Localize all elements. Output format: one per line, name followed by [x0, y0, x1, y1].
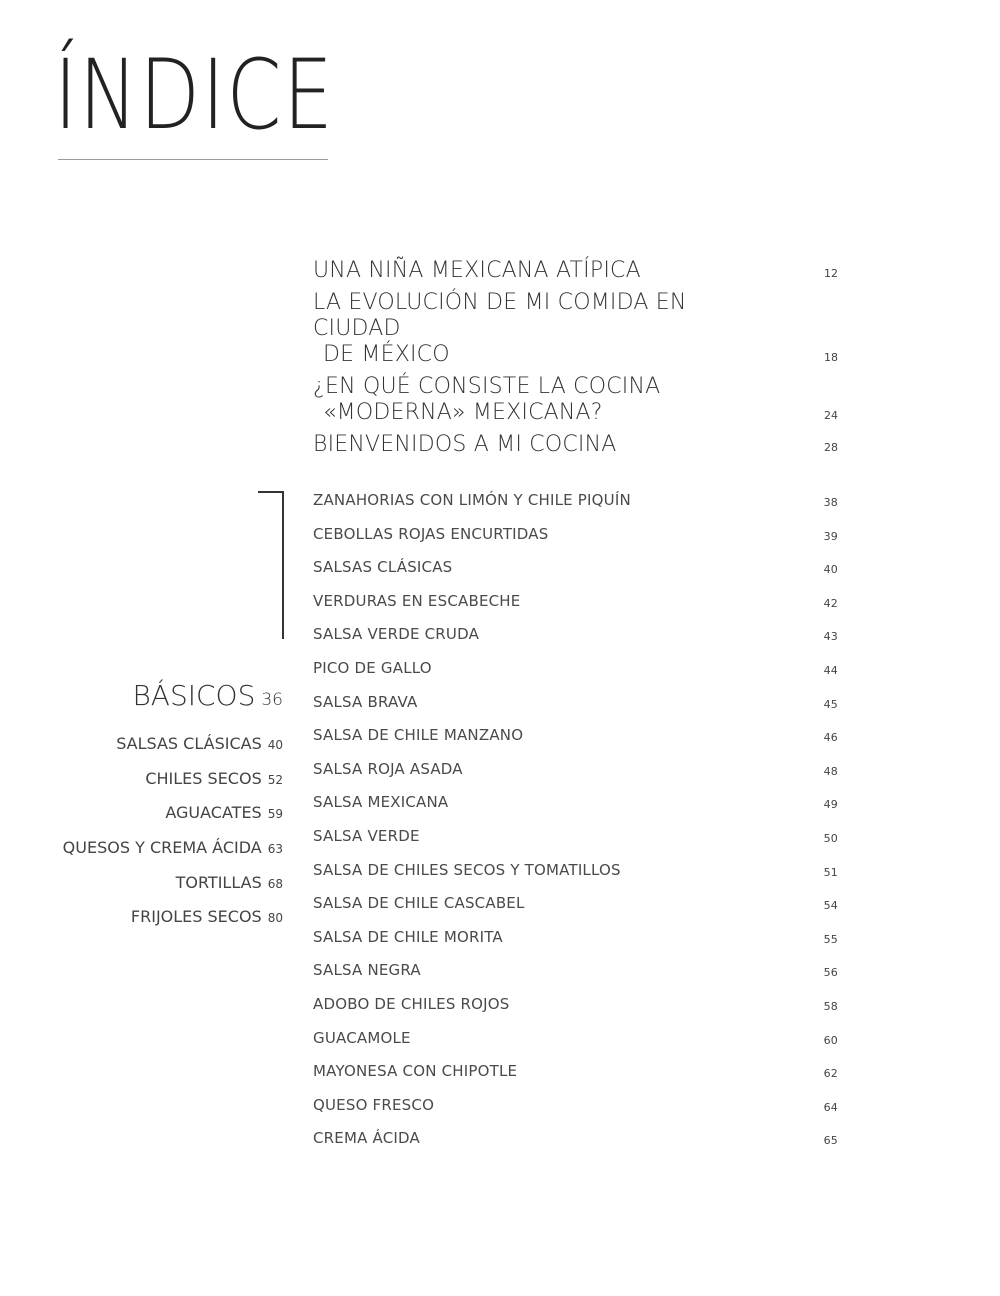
recipe-entry[interactable] [313, 1061, 838, 1095]
chapter-page: 36 [261, 690, 283, 710]
recipe-entry[interactable] [313, 927, 838, 961]
toc-entry-label-continued: «MODERNA» MEXICANA? [323, 400, 603, 425]
recipe-page: 65 [823, 1134, 838, 1148]
chapter-heading[interactable] [63, 678, 283, 718]
recipe-label: SALSA DE CHILE MANZANO [313, 726, 524, 745]
recipe-page: 39 [823, 529, 838, 543]
recipe-label: SALSA VERDE [313, 826, 420, 845]
recipe-label: SALSA MEXICANA [313, 793, 449, 812]
chapter-section[interactable] [63, 838, 283, 859]
recipe-page: 38 [823, 496, 838, 509]
recipe-page: 50 [823, 831, 838, 845]
recipe-page: 51 [823, 865, 838, 879]
recipe-label: CEBOLLAS ROJAS ENCURTIDAS [313, 524, 549, 543]
chapter-section[interactable] [63, 873, 283, 894]
chapter-section-page: 80 [267, 911, 283, 926]
recipe-page: 56 [823, 966, 838, 980]
recipe-page: 62 [823, 1067, 838, 1081]
recipe-entry[interactable] [313, 960, 838, 994]
recipe-list [313, 490, 838, 1162]
recipe-entry[interactable] [313, 624, 838, 658]
recipe-page: 43 [823, 630, 838, 644]
chapter-section-label: FRIJOLES SECOS [130, 907, 262, 927]
toc-entry-label: LA EVOLUCIÓN DE MI COMIDA EN CIUDAD [313, 290, 687, 341]
chapter-section[interactable] [63, 803, 283, 824]
recipe-page: 44 [823, 663, 838, 677]
toc-entry-label: ¿EN QUÉ CONSISTE LA COCINA [313, 374, 661, 399]
recipe-entry[interactable] [313, 591, 838, 625]
recipe-label: SALSAS CLÁSICAS [313, 558, 453, 577]
chapter-section-label: SALSAS CLÁSICAS [116, 734, 262, 753]
recipe-label: QUESO FRESCO [313, 1095, 435, 1114]
recipe-label: ZANAHORIAS CON LIMÓN Y CHILE PIQUÍN [313, 491, 631, 509]
recipe-entry[interactable] [313, 826, 838, 860]
chapter-section[interactable] [63, 769, 283, 790]
page-title: ÍNDICE [54, 39, 335, 151]
chapter-section-page: 68 [267, 876, 283, 891]
toc-entry-label: BIENVENIDOS A MI COCINA [313, 432, 617, 457]
recipe-entry[interactable] [313, 994, 838, 1028]
recipe-label: SALSA BRAVA [313, 692, 418, 711]
chapter-section[interactable] [63, 734, 283, 755]
toc-entry-page: 12 [824, 267, 838, 280]
toc-entry-label: UNA NIÑA MEXICANA ATÍPICA [313, 258, 641, 283]
recipe-label: GUACAMOLE [313, 1028, 411, 1047]
chapter-section-label: TORTILLAS [175, 872, 262, 892]
recipe-page: 49 [823, 798, 838, 812]
toc-entry-page: 24 [824, 409, 838, 422]
toc-entry-page: 18 [824, 351, 838, 364]
recipe-label: SALSA ROJA ASADA [313, 759, 463, 778]
recipe-label: MAYONESA CON CHIPOTLE [313, 1062, 518, 1081]
toc-entry[interactable] [313, 258, 838, 284]
recipe-entry[interactable] [313, 1028, 838, 1062]
recipe-entry[interactable] [313, 1095, 838, 1129]
recipe-page: 54 [823, 899, 838, 913]
chapter-section-page: 63 [267, 842, 283, 857]
recipe-label: PICO DE GALLO [313, 658, 432, 677]
chapter-section-page: 52 [267, 772, 283, 787]
recipe-entry[interactable] [313, 792, 838, 826]
recipe-page: 42 [823, 596, 838, 610]
recipe-label: CREMA ÁCIDA [313, 1129, 420, 1148]
recipe-label: SALSA DE CHILE CASCABEL [313, 894, 525, 913]
recipe-label: VERDURAS EN ESCABECHE [313, 591, 521, 610]
recipe-entry[interactable] [313, 860, 838, 894]
recipe-label: ADOBO DE CHILES ROJOS [313, 994, 510, 1013]
recipe-label: SALSA DE CHILE MORITA [313, 927, 503, 946]
chapter-section[interactable] [63, 907, 283, 928]
chapter-sidebar [63, 678, 283, 942]
intro-list [313, 258, 838, 464]
chapter-number-one-mark [258, 491, 284, 639]
chapter-title: BÁSICOS [132, 679, 256, 712]
chapter-section-page: 40 [267, 738, 283, 752]
recipe-page: 48 [823, 764, 838, 778]
recipe-label: SALSA VERDE CRUDA [313, 625, 480, 644]
recipe-page: 58 [823, 999, 838, 1013]
chapter-section-label: AGUACATES [165, 803, 262, 823]
toc-entry-page: 28 [824, 441, 838, 454]
chapter-section-page: 59 [267, 807, 283, 822]
toc-entry[interactable] [313, 290, 838, 368]
toc-entry[interactable] [313, 432, 838, 458]
recipe-entry[interactable] [313, 1128, 838, 1162]
recipe-page: 40 [823, 563, 838, 577]
recipe-page: 60 [823, 1033, 838, 1047]
recipe-page: 64 [823, 1100, 838, 1114]
recipe-entry[interactable] [313, 759, 838, 793]
recipe-entry[interactable] [313, 490, 838, 524]
recipe-entry[interactable] [313, 725, 838, 759]
chapter-section-label: CHILES SECOS [145, 768, 262, 788]
recipe-page: 46 [823, 731, 838, 745]
title-underline [58, 159, 328, 160]
recipe-label: SALSA DE CHILES SECOS Y TOMATILLOS [313, 860, 621, 879]
toc-entry-label-continued: DE MÉXICO [323, 342, 450, 367]
recipe-entry[interactable] [313, 658, 838, 692]
chapter-section-label: QUESOS Y CREMA ÁCIDA [62, 838, 262, 858]
recipe-entry[interactable] [313, 893, 838, 927]
toc-entry[interactable] [313, 374, 838, 426]
recipe-page: 55 [823, 932, 838, 946]
recipe-label: SALSA NEGRA [313, 961, 421, 980]
recipe-entry[interactable] [313, 692, 838, 726]
recipe-entry[interactable] [313, 524, 838, 558]
recipe-entry[interactable] [313, 557, 838, 591]
recipe-page: 45 [823, 697, 838, 711]
